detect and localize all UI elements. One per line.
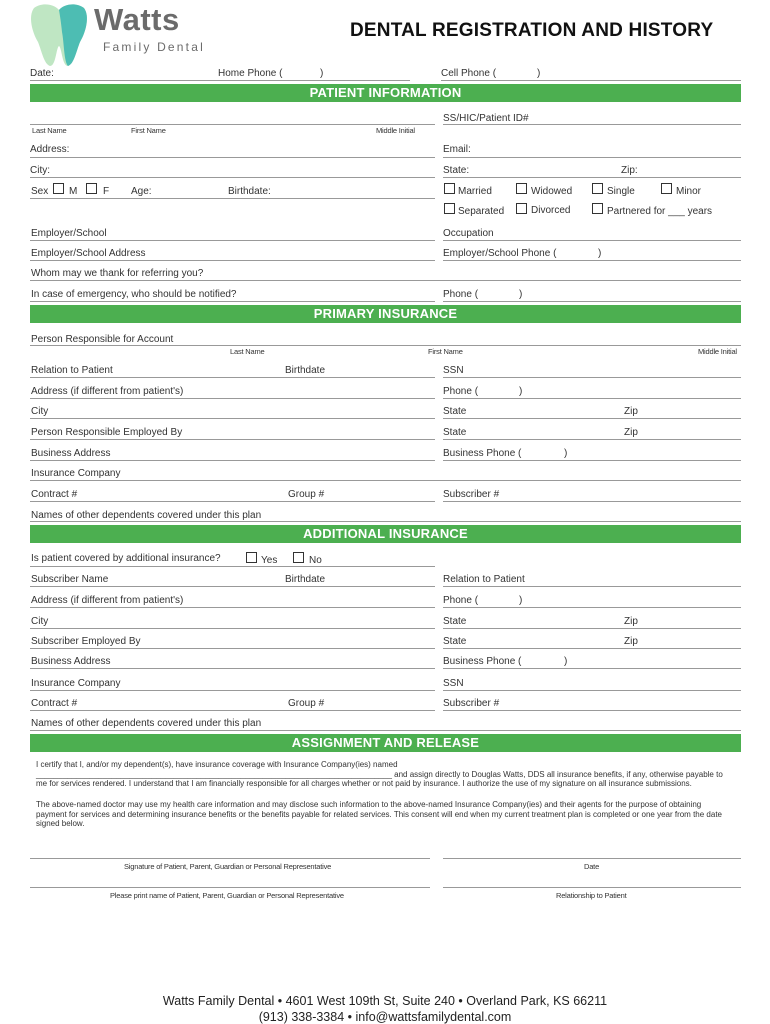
pri-employed-by-label: Person Responsible Employed By	[31, 427, 183, 438]
pri-relation-line[interactable]	[30, 377, 435, 378]
widowed-checkbox[interactable]	[516, 183, 527, 194]
pri-birthdate-label: Birthdate	[285, 365, 326, 376]
add-subscriber-line[interactable]	[443, 710, 741, 711]
add-dependents-label: Names of other dependents covered under this plan	[31, 718, 262, 729]
divorced-checkbox[interactable]	[516, 203, 527, 214]
add-business-address-label: Business Address	[31, 656, 111, 667]
pri-subscriber-label: Subscriber #	[443, 489, 500, 500]
add-ssn-line[interactable]	[443, 690, 741, 691]
cell-phone-close: )	[537, 68, 541, 79]
email-line[interactable]	[443, 157, 741, 158]
sex-label: Sex	[31, 186, 49, 197]
top-line-right[interactable]	[441, 80, 741, 81]
email-label: Email:	[443, 144, 471, 155]
assignment-paragraph-2: The above-named doctor may use my health care information and may disclose such information to the above-named Insurance Company(ies) and their agents for the purpose of obtaining payment for services and determining insurance benefits or the benefits payable for related services. This consent will end when my current treatment plan is completed or one year from the date signed below.	[36, 800, 722, 828]
zip-label: Zip:	[621, 165, 638, 176]
pri-phone-close: )	[519, 386, 523, 397]
sex-f-checkbox[interactable]	[86, 183, 97, 194]
page-title: DENTAL REGISTRATION AND HISTORY	[350, 20, 714, 41]
city-label: City:	[30, 165, 50, 176]
employer-line[interactable]	[30, 240, 435, 241]
sex-age-line[interactable]	[30, 198, 435, 199]
add-state-line[interactable]	[443, 628, 741, 629]
partnered-checkbox[interactable]	[592, 203, 603, 214]
city-line[interactable]	[30, 177, 435, 178]
add-covered-label: Is patient covered by additional insurance?	[31, 553, 221, 564]
pri-dependents-line[interactable]	[30, 521, 741, 522]
birthdate-label: Birthdate:	[228, 186, 271, 197]
widowed-label: Widowed	[531, 186, 573, 197]
date-line[interactable]	[443, 858, 741, 859]
pri-business-phone-label: Business Phone (	[443, 448, 522, 459]
add-business-address-line[interactable]	[30, 668, 435, 669]
pri-business-phone-line[interactable]	[443, 460, 741, 461]
add-insurance-company-line[interactable]	[30, 690, 435, 691]
sex-m-checkbox[interactable]	[53, 183, 64, 194]
employer-label: Employer/School	[31, 228, 107, 239]
pri-first-name-label: First Name	[428, 347, 463, 356]
occupation-line[interactable]	[443, 240, 741, 241]
add-relation-label: Relation to Patient	[443, 574, 525, 585]
pri-contract-label: Contract #	[31, 489, 78, 500]
pri-insurance-company-label: Insurance Company	[31, 468, 121, 479]
pri-address-line[interactable]	[30, 398, 435, 399]
responsible-line[interactable]	[30, 345, 741, 346]
address-label: Address:	[30, 144, 70, 155]
name-line[interactable]	[30, 124, 435, 125]
home-phone-label: Home Phone (	[218, 68, 283, 79]
assignment-band: ASSIGNMENT AND RELEASE	[30, 734, 741, 752]
state-zip-line[interactable]	[443, 177, 741, 178]
add-city-label: City	[31, 616, 49, 627]
pri-phone-label: Phone (	[443, 386, 479, 397]
pri-state-label: State	[443, 406, 467, 417]
add-yes-checkbox[interactable]	[246, 552, 257, 563]
ss-id-label: SS/HIC/Patient ID#	[443, 113, 529, 124]
add-no-label: No	[309, 555, 322, 566]
relationship-line[interactable]	[443, 887, 741, 888]
primary-insurance-band: PRIMARY INSURANCE	[30, 305, 741, 323]
pri-last-name-label: Last Name	[230, 347, 265, 356]
pri-city-line[interactable]	[30, 418, 435, 419]
employer-phone-line[interactable]	[443, 260, 741, 261]
sex-m-label: M	[69, 186, 78, 197]
add-city-line[interactable]	[30, 628, 435, 629]
print-name-label: Please print name of Patient, Parent, Guardian or Personal Representative	[110, 891, 344, 900]
signature-label: Signature of Patient, Parent, Guardian or Personal Representative	[124, 862, 332, 871]
add-phone-close: )	[519, 595, 523, 606]
relationship-label: Relationship to Patient	[556, 891, 627, 900]
add-zip2-label: Zip	[624, 636, 638, 647]
middle-initial-label: Middle Initial	[376, 126, 415, 135]
pri-state2-label: State	[443, 427, 467, 438]
ss-id-line[interactable]	[443, 124, 741, 125]
address-line[interactable]	[30, 157, 435, 158]
employer-phone-close: )	[598, 248, 602, 259]
age-label: Age:	[131, 186, 152, 197]
first-name-label: First Name	[131, 126, 166, 135]
last-name-label: Last Name	[32, 126, 67, 135]
patient-info-band: PATIENT INFORMATION	[30, 84, 741, 102]
add-yes-label: Yes	[261, 555, 278, 566]
assignment-paragraph-1: I certify that I, and/or my dependent(s), have insurance coverage with Insurance Company(ies) named ________________________________________________________________________________ and assign directly to Douglas Watts, DDS all insurance benefits, if any, otherwise payable to me for services rendered. I understand that I am financially responsible for all charges whether or not paid by insurance. I authorize the use of my signature on all insurance submissions.	[36, 760, 723, 788]
footer-contact: (913) 338-3384 • info@wattsfamilydental.com	[258, 1010, 512, 1024]
married-checkbox[interactable]	[444, 183, 455, 194]
add-phone-label: Phone (	[443, 595, 479, 606]
add-business-phone-label: Business Phone (	[443, 656, 522, 667]
employer-address-line[interactable]	[30, 260, 435, 261]
responsible-label: Person Responsible for Account	[31, 334, 174, 345]
add-address-label: Address (if different from patient's)	[31, 595, 184, 606]
pri-zip2-label: Zip	[624, 427, 638, 438]
pri-business-phone-close: )	[564, 448, 568, 459]
referral-label: Whom may we thank for referring you?	[31, 268, 204, 279]
add-address-line[interactable]	[30, 607, 435, 608]
date-label: Date:	[30, 68, 54, 79]
emergency-phone-line[interactable]	[443, 301, 741, 302]
add-business-phone-line[interactable]	[443, 668, 741, 669]
minor-label: Minor	[676, 186, 702, 197]
pri-relation-label: Relation to Patient	[31, 365, 113, 376]
pri-state-line[interactable]	[443, 418, 741, 419]
add-no-checkbox[interactable]	[293, 552, 304, 563]
footer-address: Watts Family Dental • 4601 West 109th St, Suite 240 • Overland Park, KS 66211	[162, 994, 608, 1008]
date-sign-label: Date	[584, 862, 600, 871]
pri-state2-line[interactable]	[443, 439, 741, 440]
brand-name: Watts	[94, 2, 180, 37]
employer-address-label: Employer/School Address	[31, 248, 146, 259]
tooth-logo-icon	[28, 2, 90, 68]
emergency-phone-label: Phone (	[443, 289, 479, 300]
add-relation-line[interactable]	[443, 586, 741, 587]
add-ssn-label: SSN	[443, 678, 464, 689]
add-business-phone-close: )	[564, 656, 568, 667]
emergency-line[interactable]	[30, 301, 435, 302]
add-contract-line[interactable]	[30, 710, 435, 711]
pri-insurance-company-line[interactable]	[30, 480, 741, 481]
minor-checkbox[interactable]	[661, 183, 672, 194]
pri-business-address-line[interactable]	[30, 460, 435, 461]
home-phone-close: )	[320, 68, 324, 79]
add-zip-label: Zip	[624, 616, 638, 627]
employer-phone-label: Employer/School Phone (	[443, 248, 557, 259]
divorced-label: Divorced	[531, 205, 571, 216]
emergency-label: In case of emergency, who should be notified?	[31, 289, 237, 300]
pri-dependents-label: Names of other dependents covered under this plan	[31, 510, 262, 521]
single-checkbox[interactable]	[592, 183, 603, 194]
additional-insurance-band: ADDITIONAL INSURANCE	[30, 525, 741, 543]
top-line-left[interactable]	[30, 80, 410, 81]
state-label: State:	[443, 165, 470, 176]
referral-line[interactable]	[30, 280, 741, 281]
pri-city-label: City	[31, 406, 49, 417]
add-dependents-line[interactable]	[30, 730, 741, 731]
separated-checkbox[interactable]	[444, 203, 455, 214]
add-subscriber-name-label: Subscriber Name	[31, 574, 109, 585]
pri-group-label: Group #	[288, 489, 325, 500]
pri-ssn-label: SSN	[443, 365, 464, 376]
single-label: Single	[607, 186, 635, 197]
add-employed-by-label: Subscriber Employed By	[31, 636, 141, 647]
add-contract-label: Contract #	[31, 698, 78, 709]
signature-line[interactable]	[30, 858, 430, 859]
add-covered-line[interactable]	[30, 566, 435, 567]
pri-ssn-line[interactable]	[443, 377, 741, 378]
print-name-line[interactable]	[30, 887, 430, 888]
add-phone-line[interactable]	[443, 607, 741, 608]
separated-label: Separated	[458, 206, 505, 217]
pri-zip-label: Zip	[624, 406, 638, 417]
pri-business-address-label: Business Address	[31, 448, 111, 459]
add-subscriber-label: Subscriber #	[443, 698, 500, 709]
married-label: Married	[458, 186, 492, 197]
pri-phone-line[interactable]	[443, 398, 741, 399]
partnered-label: Partnered for ___ years	[607, 206, 713, 217]
add-subscriber-line[interactable]	[30, 586, 435, 587]
sex-f-label: F	[103, 186, 110, 197]
add-birthdate-label: Birthdate	[285, 574, 326, 585]
add-employed-line[interactable]	[30, 648, 435, 649]
add-group-label: Group #	[288, 698, 325, 709]
emergency-phone-close: )	[519, 289, 523, 300]
add-state-label: State	[443, 616, 467, 627]
brand-sub: Family Dental	[103, 40, 205, 54]
occupation-label: Occupation	[443, 228, 494, 239]
pri-contract-line[interactable]	[30, 501, 435, 502]
add-state2-label: State	[443, 636, 467, 647]
pri-middle-initial-label: Middle Initial	[698, 347, 737, 356]
add-insurance-company-label: Insurance Company	[31, 678, 121, 689]
add-state2-line[interactable]	[443, 648, 741, 649]
pri-address-label: Address (if different from patient's)	[31, 386, 184, 397]
pri-employed-line[interactable]	[30, 439, 435, 440]
cell-phone-label: Cell Phone (	[441, 68, 497, 79]
pri-subscriber-line[interactable]	[443, 501, 741, 502]
